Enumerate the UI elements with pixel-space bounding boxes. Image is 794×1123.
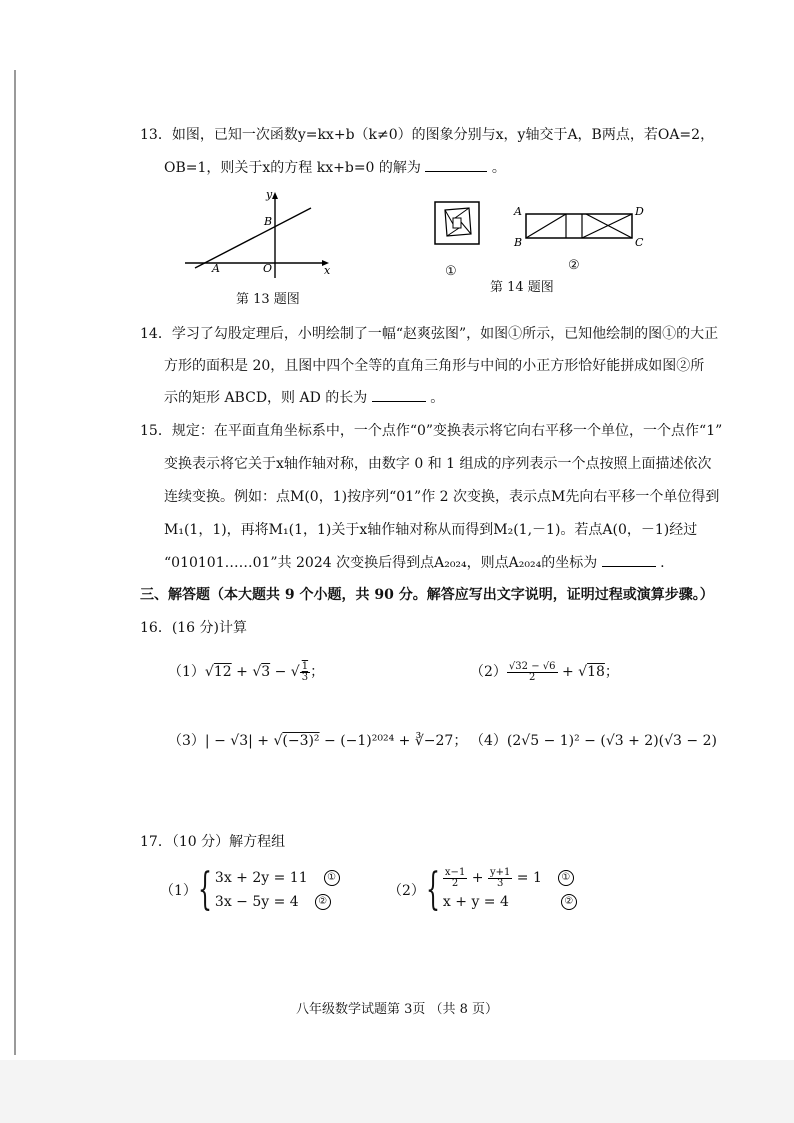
q16-p1-end: ； <box>310 664 325 680</box>
q16-p1-frac-num: 1 <box>301 660 309 672</box>
q17-p2-plus: + <box>467 870 488 886</box>
fig14-outer-square <box>435 202 479 244</box>
q16-p1-radicand-2: 3 <box>261 664 271 680</box>
q17-p2-frac1 <box>443 868 467 889</box>
q15-line5-text: “010101……01”共 2024 次变换后得到点A₂₀₂₄，则点A₂₀₂₄的坐标为 <box>164 555 598 571</box>
q16-title: 16．(16 分)计算 <box>140 620 248 636</box>
q16-p2-frac-num: √32 − √6 <box>508 660 556 672</box>
fig13-label-x: x <box>324 264 331 277</box>
fig14-corner-C: C <box>635 236 644 249</box>
q14-period: 。 <box>430 390 445 406</box>
fig13-label-A: A <box>212 262 220 275</box>
figure-13-graph <box>183 186 333 281</box>
q16-p4-label: （4） <box>470 733 507 749</box>
q16-p2-end: ； <box>604 664 619 680</box>
q17-p2-mark2: ② <box>561 894 577 910</box>
figure-14-2-rectangle <box>512 200 652 250</box>
q17-p1-mark1: ① <box>324 870 340 886</box>
q14-line1: 14．学习了勾股定理后，小明绘制了一幅“赵爽弦图”，如图①所示，已知他绘制的图①的大正 <box>140 326 719 342</box>
q16-p1-plus: + <box>231 664 253 680</box>
q17-p2-frac2 <box>488 868 512 889</box>
q16-p3-label: （3） <box>168 733 205 749</box>
q17-p1-eq2-row <box>215 890 340 914</box>
fig13-label-B: B <box>264 215 273 228</box>
q15-line5 <box>164 547 665 580</box>
fig14-corner-A: A <box>514 205 522 218</box>
q14-answer-blank[interactable] <box>372 400 426 402</box>
q16-p1-root-sign-2: √ <box>252 664 262 680</box>
q16-p1-radicand-1: 12 <box>213 664 232 680</box>
q14-line2: 方形的面积是 20，且图中四个全等的直角三角形与中间的小正方形恰好能拼成如图②所 <box>164 358 705 374</box>
q16-p3-root-sign: √ <box>273 733 283 749</box>
q17-p2-eq2-row <box>443 890 577 914</box>
q17-p2-label: （2） <box>388 883 425 899</box>
q13-period: 。 <box>491 160 506 176</box>
q16-part2 <box>470 656 619 689</box>
fig14-inner-square <box>445 208 471 236</box>
q16-p1-label: （1） <box>168 664 205 680</box>
q17-p2-frac1-num: x−1 <box>444 866 466 878</box>
q16-part4 <box>470 725 717 758</box>
q17-p1-brace: { <box>197 864 212 915</box>
q15-line3: 连续变换。例如：点M(0，1)按序列“01”作 2 次变换，表示点M先向右平移一个单位得到 <box>164 489 720 505</box>
q17-p2-eq1-row <box>443 866 577 890</box>
q16-p3-radicand: (−3)² <box>282 733 320 749</box>
q16-p3-expr-b: − (−1)²⁰²⁴ + ∛−27 <box>319 733 454 749</box>
fig13-function-line <box>195 208 311 268</box>
q15-line1: 15．规定：在平面直角坐标系中，一个点作“0”变换表示将它向右平移一个单位，一个点作“1” <box>140 423 723 439</box>
fig13-label-y: y <box>266 188 273 201</box>
q16-p2-plus: + <box>557 664 579 680</box>
q13-answer-blank[interactable] <box>425 170 487 172</box>
q17-p2-frac1-den: 2 <box>451 877 459 889</box>
q17-p1-mark2: ② <box>315 894 331 910</box>
q16-p2-root-sign: √ <box>578 664 588 680</box>
page-footer: 八年级数学试题第 3页 （共 8 页） <box>295 1002 499 1017</box>
figure-13-caption: 第 13 题图 <box>236 292 300 307</box>
fig14-rect-abcd <box>526 214 632 238</box>
fig13-y-arrow <box>272 192 278 199</box>
q17-system-2 <box>388 866 577 914</box>
page-left-rule <box>14 70 16 1055</box>
q13-line2 <box>164 152 506 185</box>
fig13-label-O: O <box>263 262 273 275</box>
q16-p1-minus: − <box>270 664 291 680</box>
q17-p2-mark1: ① <box>558 870 574 886</box>
q17-p2-frac2-num: y+1 <box>489 866 511 878</box>
q16-part1 <box>168 656 324 689</box>
q16-p2-radicand: 18 <box>587 664 605 680</box>
q15-period: . <box>660 555 665 571</box>
q17-title: 17．（10 分）解方程组 <box>140 834 286 850</box>
q15-line4: M₁(1，1)，再将M₁(1，1)关于x轴作轴对称从而得到M₂(1,－1)。若点A(0，－1)经过 <box>164 522 698 538</box>
q17-p1-eq1-row <box>215 866 340 890</box>
q17-p2-brace: { <box>425 864 440 915</box>
fig14-label-1: ① <box>445 264 457 279</box>
q16-p1-root-sign-1: √ <box>204 664 214 680</box>
q17-p2-frac2-den: 3 <box>496 877 504 889</box>
figure-14-caption: 第 14 题图 <box>490 280 554 295</box>
fig14-corner-B: B <box>514 236 523 249</box>
fig14-label-2: ② <box>568 258 580 273</box>
page-bottom-edge <box>0 1060 794 1123</box>
q17-p2-eq2: x + y = 4 <box>442 894 509 910</box>
q16-p2-frac-den: 2 <box>529 671 536 683</box>
q16-p1-fraction <box>300 662 310 683</box>
q16-p2-label: （2） <box>470 664 507 680</box>
fig14-corner-D: D <box>635 205 644 218</box>
q13-line1: 13．如图，已知一次函数y=kx+b（k≠0）的图象分别与x，y轴交于A，B两点，若OA=2， <box>140 127 715 143</box>
q17-p1-label: （1） <box>160 883 197 899</box>
q16-part3 <box>168 725 467 758</box>
q13-line2-text: OB=1，则关于x的方程 kx+b=0 的解为 <box>164 160 421 176</box>
q16-p4-expr: (2√5 − 1)² − (√3 + 2)(√3 − 2) <box>506 733 717 749</box>
q17-p1-eq1: 3x + 2y = 11 <box>214 870 308 886</box>
figure-14-1-zhaoshuang <box>433 200 483 248</box>
q16-p1-frac-den: 3 <box>301 671 309 683</box>
q14-line3-text: 示的矩形 ABCD，则 AD 的长为 <box>164 390 368 406</box>
q17-p1-eq2: 3x − 5y = 4 <box>214 894 299 910</box>
q14-line3 <box>164 382 444 415</box>
q15-answer-blank[interactable] <box>602 565 656 567</box>
q17-system-1 <box>160 866 340 914</box>
q16-p1-root-sign-3: √ <box>290 664 300 680</box>
q17-p2-eq1-rhs: = 1 <box>512 870 542 886</box>
section-3-heading: 三、解答题（本大题共 9 个小题，共 90 分。解答应写出文字说明，证明过程或演算步骤。） <box>140 587 714 603</box>
q15-line2: 变换表示将它关于x轴作轴对称，由数字 0 和 1 组成的序列表示一个点按照上面描述依次 <box>164 456 712 472</box>
q16-p3-end: ； <box>453 733 468 749</box>
q16-p2-fraction <box>507 662 558 683</box>
q16-p3-expr-a: | − √3| + <box>204 733 274 749</box>
